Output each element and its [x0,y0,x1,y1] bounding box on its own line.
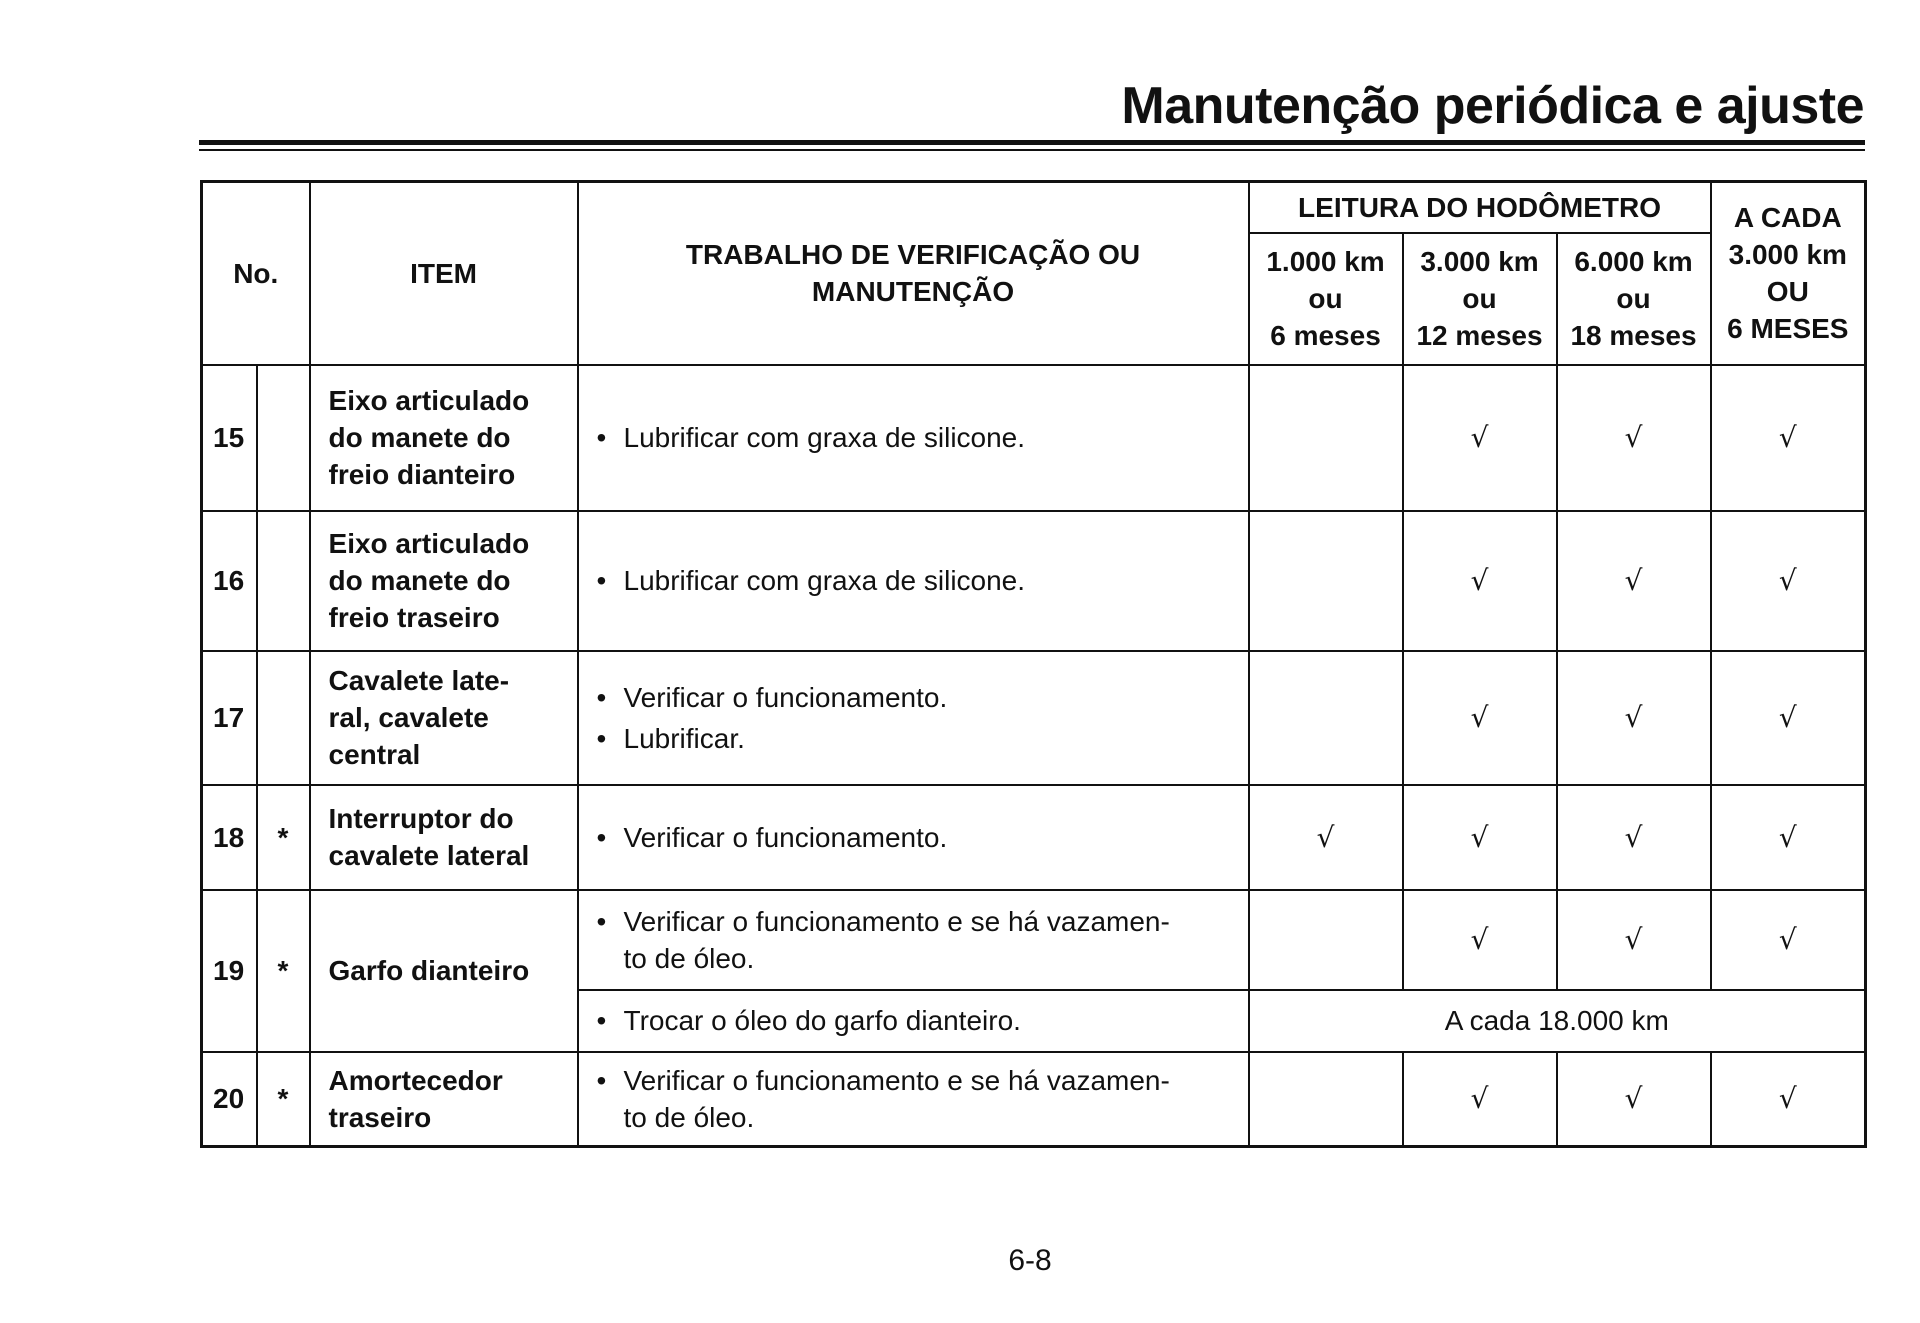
row-work [578,990,1249,1052]
header-item: ITEM [310,182,578,365]
table-row [202,785,1866,890]
work-text: Trocar o óleo do garfo dianteiro. [623,1005,1021,1036]
check-cell-empty [1249,1052,1403,1147]
row-number: 16 [202,511,257,651]
check-mark-icon: √ [1403,511,1557,651]
check-mark-icon: √ [1403,785,1557,890]
work-text-cont: to de óleo. [623,1101,755,1133]
interval-or: ou [1616,283,1651,314]
header-work [578,182,1249,365]
work-bullet [597,1002,1236,1039]
title-rule-thick [199,140,1865,145]
work-bullet [597,903,1236,977]
work-text: Verificar o funcionamento e se há vazamen- [623,905,1170,937]
row-item [310,1052,578,1147]
interval-distance: 6.000 km [1574,246,1693,277]
interval-or: ou [1462,283,1497,314]
bullet-icon: • [596,1064,607,1096]
check-cell-empty [1249,365,1403,511]
page-number: 6-8 [1008,1244,1052,1277]
row-item [310,890,578,1052]
row-number: 17 [202,651,257,785]
bullet-icon: • [596,422,607,453]
table-row [202,890,1866,990]
header-every-line: A CADA [1733,202,1842,234]
work-text-cont: to de óleo. [623,942,755,974]
interval-time: 12 meses [1416,320,1543,351]
row-number: 20 [202,1052,257,1147]
item-line: central [328,739,421,770]
check-mark-icon: √ [1249,785,1403,890]
interval-distance: 3.000 km [1420,246,1539,277]
bullet-icon: • [596,821,607,853]
header-no: No. [202,182,310,365]
header-interval-3 [1557,233,1711,365]
check-mark-icon: √ [1711,511,1866,651]
work-text: Verificar o funcionamento. [623,681,948,713]
maintenance-table [200,180,1867,1148]
table-row [202,511,1866,651]
bullet-icon: • [596,905,607,937]
check-mark-icon: √ [1403,365,1557,511]
row-work [578,1052,1249,1147]
interval-or: ou [1308,283,1343,314]
interval-time: 6 meses [1270,320,1381,351]
check-mark-icon: √ [1557,1052,1711,1147]
check-mark-icon: √ [1403,890,1557,990]
header-interval-1 [1249,233,1403,365]
check-mark-icon: √ [1403,1052,1557,1147]
row-star: * [257,890,310,1052]
interval-distance: 1.000 km [1266,246,1385,277]
work-bullet [597,1062,1236,1136]
check-cell-empty [1249,511,1403,651]
work-bullet [597,679,1236,716]
item-line: Garfo dianteiro [328,955,530,986]
bullet-icon: • [596,1005,607,1036]
header-every-line: 3.000 km [1728,239,1847,271]
interval-time: 18 meses [1570,320,1697,351]
interval-note: A cada 18.000 km [1249,990,1866,1052]
row-work [578,511,1249,651]
bullet-icon: • [596,565,607,596]
table-row [202,651,1866,785]
row-item [310,651,578,785]
check-mark-icon: √ [1403,651,1557,785]
table-header [202,182,1866,365]
work-text: Lubrificar. [623,722,745,754]
item-line: Eixo articulado [328,385,530,416]
work-bullet [597,419,1236,456]
title-rule-thin [199,149,1865,151]
check-mark-icon: √ [1557,785,1711,890]
check-cell-empty [1249,651,1403,785]
check-mark-icon: √ [1711,785,1866,890]
work-text: Verificar o funcionamento e se há vazamen- [623,1064,1170,1096]
item-line: do manete do [328,422,511,453]
work-text: Lubrificar com graxa de silicone. [623,422,1026,453]
row-work [578,785,1249,890]
header-odometer: LEITURA DO HODÔMETRO [1249,182,1711,233]
work-bullet [597,720,1236,757]
row-work [578,651,1249,785]
item-line: Interruptor do [328,803,514,834]
header-work-line: TRABALHO DE VERIFICAÇÃO OU [685,239,1141,271]
page-title: Manutenção periódica e ajuste [1121,77,1864,135]
item-line: Cavalete late- [328,665,510,696]
header-work-line: MANUTENÇÃO [811,276,1015,308]
header-every [1711,182,1866,365]
work-bullet [597,562,1236,599]
header-every-line: OU [1766,276,1809,308]
item-line: freio traseiro [328,602,500,633]
item-line: Amortecedor [328,1064,503,1096]
item-line: Eixo articulado [328,528,530,559]
row-number: 15 [202,365,257,511]
check-mark-icon: √ [1711,651,1866,785]
row-item [310,365,578,511]
header-every-line: 6 MESES [1727,313,1849,345]
row-star: * [257,785,310,890]
item-line: traseiro [328,1101,432,1133]
work-text: Lubrificar com graxa de silicone. [623,565,1026,596]
check-mark-icon: √ [1557,890,1711,990]
item-line: ral, cavalete [328,702,489,733]
header-interval-2 [1403,233,1557,365]
item-line: freio dianteiro [328,459,516,490]
work-bullet [597,819,1236,856]
item-line: cavalete lateral [328,840,530,871]
check-mark-icon: √ [1711,890,1866,990]
bullet-icon: • [596,722,607,754]
row-item [310,511,578,651]
item-line: do manete do [328,565,511,596]
check-mark-icon: √ [1557,511,1711,651]
check-mark-icon: √ [1557,651,1711,785]
work-text: Verificar o funcionamento. [623,821,948,853]
check-mark-icon: √ [1557,365,1711,511]
check-mark-icon: √ [1711,1052,1866,1147]
check-cell-empty [1249,890,1403,990]
bullet-icon: • [596,681,607,713]
row-star: * [257,1052,310,1147]
row-item [310,785,578,890]
row-star [257,511,310,651]
row-number: 19 [202,890,257,1052]
table-row [202,1052,1866,1147]
row-number: 18 [202,785,257,890]
row-work [578,365,1249,511]
row-work [578,890,1249,990]
check-mark-icon: √ [1711,365,1866,511]
row-star [257,651,310,785]
row-star [257,365,310,511]
table-row [202,365,1866,511]
